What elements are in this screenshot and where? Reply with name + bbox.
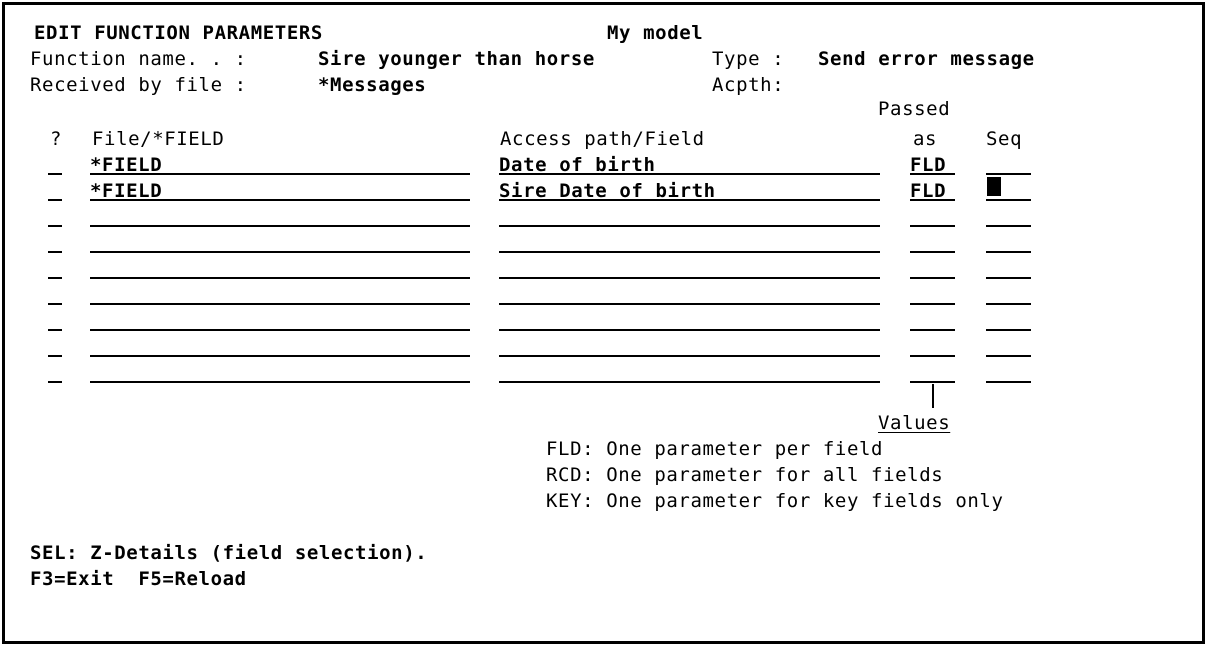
seq-field[interactable] (986, 233, 1031, 253)
passed-as-field[interactable] (910, 363, 955, 383)
access-path-field[interactable] (499, 363, 880, 383)
seq-field[interactable] (986, 207, 1031, 227)
row-select-field[interactable] (48, 207, 62, 227)
values-pointer-line (932, 384, 934, 408)
values-rcd-line: RCD: One parameter for all fields (546, 464, 944, 486)
seq-field[interactable] (986, 363, 1031, 383)
file-field[interactable] (90, 207, 470, 227)
file-field[interactable] (90, 311, 470, 331)
passed-as-field[interactable] (910, 311, 955, 331)
file-header: File/*FIELD (92, 128, 225, 150)
model-name: My model (607, 22, 704, 44)
row-select-field[interactable] (48, 363, 62, 383)
access-path-field[interactable] (499, 285, 880, 305)
text-cursor (987, 177, 1001, 196)
row-select-field[interactable] (48, 311, 62, 331)
passed-as-field[interactable] (910, 233, 955, 253)
values-key-line: KEY: One parameter for key fields only (546, 490, 1004, 512)
row-select-field[interactable] (48, 337, 62, 357)
function-name-label: Function name. . : (30, 48, 247, 70)
access-path-field[interactable] (499, 259, 880, 279)
access-path-field[interactable] (499, 311, 880, 331)
type-label: Type : (712, 48, 785, 70)
values-heading: Values (878, 412, 951, 434)
passed-as-field[interactable]: FLD (910, 181, 955, 201)
acpth-label: Acpth: (712, 74, 785, 96)
type-value: Send error message (818, 48, 1035, 70)
access-path-field[interactable] (499, 207, 880, 227)
passed-as-field[interactable] (910, 207, 955, 227)
selection-hint: SEL: Z-Details (field selection). (30, 542, 428, 564)
file-field[interactable]: *FIELD (90, 181, 470, 201)
values-fld-line: FLD: One parameter per field (546, 438, 884, 460)
received-by-label: Received by file : (30, 74, 247, 96)
seq-field[interactable] (986, 311, 1031, 331)
access-path-field[interactable] (499, 233, 880, 253)
function-keys: F3=Exit F5=Reload (30, 568, 247, 590)
access-path-field[interactable] (499, 337, 880, 357)
file-field[interactable] (90, 337, 470, 357)
seq-field[interactable] (986, 285, 1031, 305)
screen-title: EDIT FUNCTION PARAMETERS (34, 22, 323, 44)
passed-header: Passed (878, 98, 951, 120)
access-path-header: Access path/Field (500, 128, 705, 150)
passed-as-field[interactable] (910, 285, 955, 305)
function-name-value: Sire younger than horse (318, 48, 595, 70)
row-select-field[interactable] (48, 285, 62, 305)
file-field[interactable] (90, 285, 470, 305)
access-path-field[interactable]: Date of birth (499, 155, 880, 175)
seq-field[interactable] (986, 155, 1031, 175)
row-select-field[interactable] (48, 155, 62, 175)
passed-as-field[interactable] (910, 337, 955, 357)
access-path-field[interactable]: Sire Date of birth (499, 181, 880, 201)
file-field[interactable] (90, 363, 470, 383)
row-select-field[interactable] (48, 259, 62, 279)
sel-header: ? (50, 128, 63, 150)
seq-header: Seq (986, 128, 1023, 150)
received-by-value: *Messages (318, 74, 427, 96)
passed-as-field[interactable] (910, 259, 955, 279)
seq-field[interactable] (986, 259, 1031, 279)
passed-as-field[interactable]: FLD (910, 155, 955, 175)
file-field[interactable] (90, 259, 470, 279)
seq-field[interactable] (986, 337, 1031, 357)
passed-as-header: as (913, 128, 938, 150)
file-field[interactable] (90, 233, 470, 253)
row-select-field[interactable] (48, 233, 62, 253)
file-field[interactable]: *FIELD (90, 155, 470, 175)
row-select-field[interactable] (48, 181, 62, 201)
